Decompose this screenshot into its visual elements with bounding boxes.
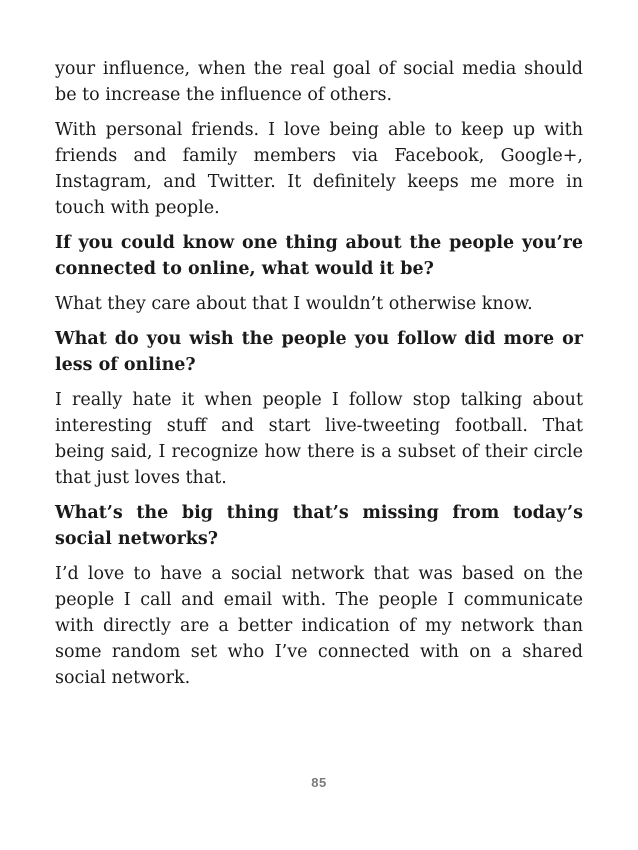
page-body xyxy=(55,56,583,700)
question-heading: If you could know one thing about the people you’re connected to online, what would it be? xyxy=(55,233,583,279)
question-heading: What do you wish the people you follow did more or less of online? xyxy=(55,329,583,375)
answer-paragraph: I’d love to have a social network that was based on the people I call and email with. The people I communicate with directly are a better indication of my network than some random set who I’ve connected with on a shared social network. xyxy=(55,564,583,688)
answer-paragraph: What they care about that I wouldn’t otherwise know. xyxy=(55,294,533,314)
answer-paragraph: With personal friends. I love being able to keep up with friends and family members via Facebook, Google+, Instagram, and Twitter. It definitely keeps me more in touch with people. xyxy=(55,120,583,218)
question-heading: What’s the big thing that’s missing from today’s social networks? xyxy=(55,503,583,549)
page-number: 85 xyxy=(311,775,327,790)
answer-paragraph: I really hate it when people I follow stop talking about interesting stuff and start live-tweeting football. That being said, I recognize how there is a subset of their circle that just loves that. xyxy=(55,390,583,488)
answer-paragraph: your influence, when the real goal of social media should be to increase the influence of others. xyxy=(55,59,583,105)
